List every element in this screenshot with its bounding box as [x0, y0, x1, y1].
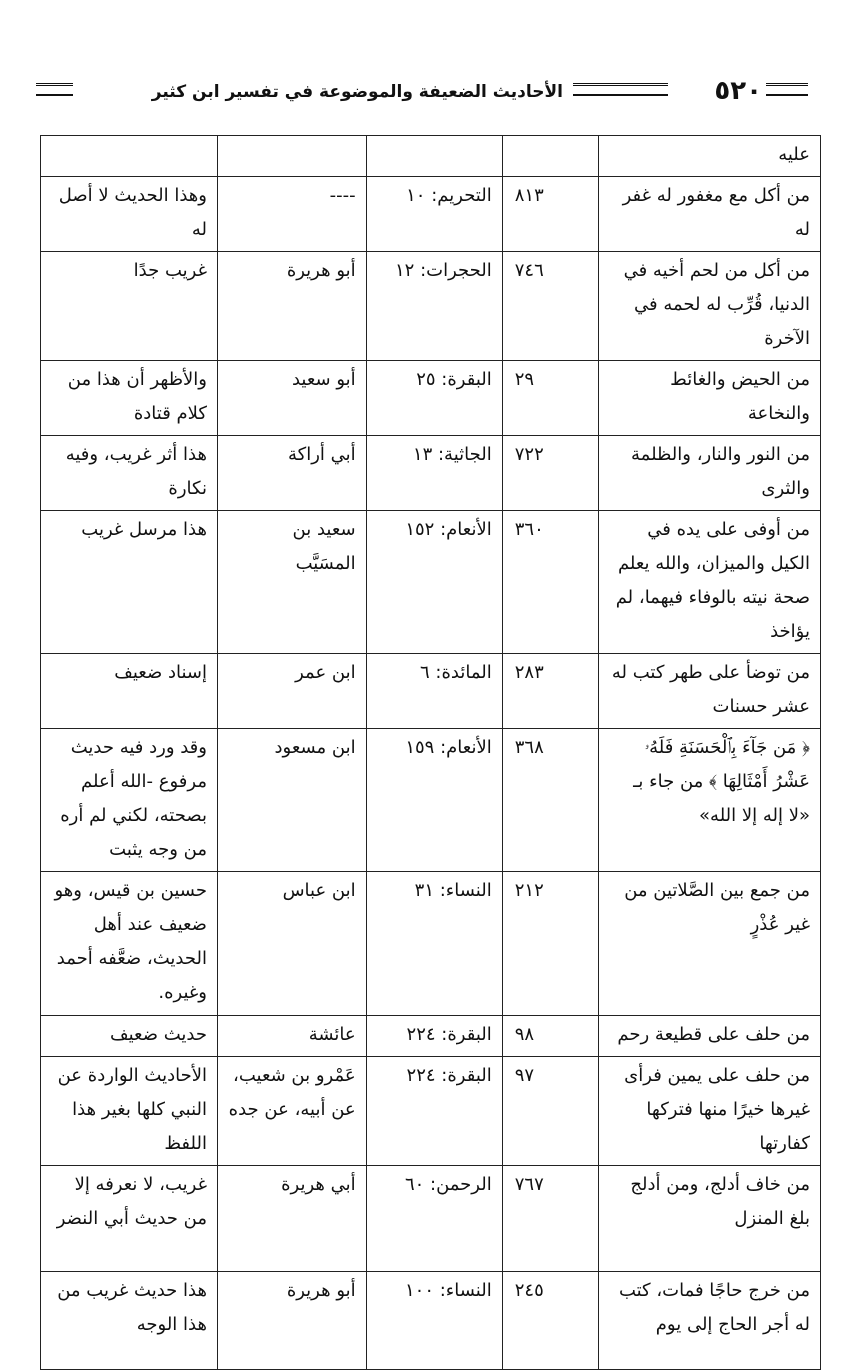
table-row	[41, 436, 821, 511]
narrator-cell-text: أبو سعيد	[291, 369, 356, 390]
narrator-cell-text: أبي هريرة	[281, 1174, 356, 1195]
hadith-cell-text: من خرج حاجًا فمات، كتب له أجر الحاج إلى يوم	[618, 1280, 810, 1335]
grading-note-cell	[41, 1057, 218, 1166]
ayah-number-cell	[502, 177, 598, 252]
ayah-number-cell	[502, 511, 598, 654]
surah-ayah-cell-text: النساء: ٣١	[414, 880, 492, 901]
grading-note-cell	[41, 1272, 218, 1370]
hadith-cell-text: من أوفى على يده في الكيل والميزان، والله يعلم صحة نيته بالوفاء فيهما، لم يؤاخذ	[615, 519, 810, 642]
surah-ayah-cell-text: الجاثية: ١٣	[412, 444, 492, 465]
hadith-cell	[599, 729, 821, 872]
ayah-number-cell-text: ٩٨	[514, 1024, 535, 1045]
hadith-cell-text: من توضأ على طهر كتب له عشر حسنات	[611, 662, 810, 717]
hadith-cell-text: من الحيض والغائط والنخاعة	[670, 369, 810, 424]
surah-ayah-cell	[366, 1016, 502, 1057]
grading-note-cell-text: وقد ورد فيه حديث مرفوع -الله أعلم بصحته، لكني لم أره من وجه يثبت	[60, 737, 207, 860]
narrator-cell	[217, 1016, 366, 1057]
grading-note-cell	[41, 436, 218, 511]
surah-ayah-cell-text: البقرة: ٢٢٤	[406, 1065, 492, 1086]
narrator-cell	[217, 177, 366, 252]
surah-ayah-cell-text: التحريم: ١٠	[406, 185, 492, 206]
ayah-number-cell-text: ٢٤٥	[514, 1280, 544, 1301]
grading-note-cell-text: الأحاديث الواردة عن النبي كلها بغير هذا اللفظ	[57, 1065, 207, 1154]
page-number: ٥٢٠	[714, 76, 762, 106]
hadith-cell	[599, 1272, 821, 1370]
hadith-cell	[599, 1016, 821, 1057]
narrator-cell-text: أبي أراكة	[287, 444, 356, 465]
surah-ayah-cell	[366, 361, 502, 436]
surah-ayah-cell-text: الأنعام: ١٥٩	[405, 737, 492, 758]
surah-ayah-cell-text: الأنعام: ١٥٢	[405, 519, 492, 540]
grading-note-cell	[41, 136, 218, 177]
grading-note-cell-text: هذا أثر غريب، وفيه نكارة	[65, 444, 207, 499]
surah-ayah-cell-text: الحجرات: ١٢	[395, 260, 492, 281]
header-rule-right	[766, 83, 808, 96]
hadith-cell	[599, 654, 821, 729]
header-rule-left	[36, 83, 73, 96]
ayah-number-cell	[502, 1272, 598, 1370]
grading-note-cell	[41, 872, 218, 1016]
ayah-number-cell	[502, 1166, 598, 1272]
narrator-cell-text: ابن مسعود	[274, 737, 356, 758]
table-row	[41, 1272, 821, 1370]
grading-note-cell-text: غريب، لا نعرفه إلا من حديث أبي النضر	[56, 1174, 207, 1229]
grading-note-cell	[41, 361, 218, 436]
hadith-cell	[599, 1166, 821, 1272]
table-row	[41, 1166, 821, 1272]
grading-note-cell	[41, 1016, 218, 1057]
table-row	[41, 872, 821, 1016]
surah-ayah-cell-text: النساء: ١٠٠	[405, 1280, 492, 1301]
table-row	[41, 729, 821, 872]
hadith-cell	[599, 1057, 821, 1166]
ayah-number-cell-text: ٩٧	[514, 1065, 535, 1086]
surah-ayah-cell-text: المائدة: ٦	[420, 662, 492, 683]
table-row	[41, 511, 821, 654]
narrator-cell-text: عَمْرو بن شعيب، عن أبيه، عن جده	[228, 1065, 356, 1120]
table-row	[41, 654, 821, 729]
grading-note-cell-text: هذا حديث غريب من هذا الوجه	[57, 1280, 207, 1335]
hadith-table	[40, 135, 821, 1370]
surah-ayah-cell	[366, 1166, 502, 1272]
surah-ayah-cell-text: البقرة: ٢٢٤	[406, 1024, 492, 1045]
ayah-number-cell	[502, 729, 598, 872]
ayah-number-cell-text: ٢٩	[514, 369, 535, 390]
narrator-cell	[217, 1166, 366, 1272]
narrator-cell-text: أبو هريرة	[286, 1280, 356, 1301]
header-rule-middle	[573, 83, 668, 96]
ayah-number-cell-text: ٧٤٦	[514, 260, 544, 281]
hadith-cell	[599, 177, 821, 252]
ayah-number-cell	[502, 436, 598, 511]
narrator-cell	[217, 136, 366, 177]
hadith-cell-text: من أكل من لحم أخيه في الدنيا، قُرِّب له لحمه في الآخرة	[623, 260, 810, 349]
grading-note-cell-text: حسين بن قيس، وهو ضعيف عند أهل الحديث، ضعَّفه أحمد وغيره.	[54, 880, 207, 1003]
grading-note-cell-text: إسناد ضعيف	[114, 662, 207, 683]
narrator-cell-text: عائشة	[308, 1024, 356, 1045]
hadith-cell	[599, 872, 821, 1016]
narrator-cell	[217, 361, 366, 436]
hadith-cell	[599, 361, 821, 436]
surah-ayah-cell	[366, 654, 502, 729]
grading-note-cell	[41, 729, 218, 872]
ayah-number-cell-text: ٧٢٢	[514, 444, 544, 465]
table-row	[41, 361, 821, 436]
surah-ayah-cell-text: البقرة: ٢٥	[416, 369, 492, 390]
surah-ayah-cell	[366, 1057, 502, 1166]
ayah-number-cell-text: ٧٦٧	[514, 1174, 544, 1195]
table-row	[41, 1016, 821, 1057]
hadith-cell-text: من خاف أدلج، ومن أدلج بلغ المنزل	[630, 1174, 810, 1229]
surah-ayah-cell-text: الرحمن: ٦٠	[404, 1174, 492, 1195]
page-header	[36, 78, 808, 108]
hadith-cell	[599, 436, 821, 511]
ayah-number-cell	[502, 1057, 598, 1166]
table-row	[41, 136, 821, 177]
surah-ayah-cell	[366, 177, 502, 252]
grading-note-cell-text: وهذا الحديث لا أصل له	[58, 185, 207, 240]
hadith-cell-text: من حلف على قطيعة رحم	[617, 1024, 810, 1045]
ayah-number-cell	[502, 136, 598, 177]
narrator-cell	[217, 872, 366, 1016]
table-row	[41, 177, 821, 252]
surah-ayah-cell	[366, 511, 502, 654]
grading-note-cell-text: حديث ضعيف	[109, 1024, 207, 1045]
hadith-cell-text: عليه	[778, 144, 810, 165]
grading-note-cell-text: هذا مرسل غريب	[81, 519, 207, 540]
ayah-number-cell	[502, 654, 598, 729]
ayah-number-cell-text: ٨١٣	[514, 185, 544, 206]
ayah-number-cell-text: ٢١٢	[514, 880, 544, 901]
ayah-number-cell	[502, 1016, 598, 1057]
surah-ayah-cell	[366, 872, 502, 1016]
hadith-table-body	[41, 136, 821, 1370]
narrator-cell	[217, 436, 366, 511]
hadith-cell	[599, 136, 821, 177]
grading-note-cell	[41, 177, 218, 252]
hadith-cell-text: من حلف على يمين فرأى غيرها خيرًا منها فتركها كفارتها	[624, 1065, 810, 1154]
narrator-cell-text: أبو هريرة	[286, 260, 356, 281]
narrator-cell-text: ابن عمر	[295, 662, 356, 683]
surah-ayah-cell	[366, 436, 502, 511]
narrator-cell	[217, 511, 366, 654]
table-row	[41, 1057, 821, 1166]
narrator-cell	[217, 252, 366, 361]
running-title: الأحاديث الضعيفة والموضوعة في تفسير ابن كثير	[151, 82, 563, 102]
ayah-number-cell	[502, 872, 598, 1016]
grading-note-cell	[41, 1166, 218, 1272]
surah-ayah-cell	[366, 1272, 502, 1370]
hadith-cell	[599, 511, 821, 654]
ayah-number-cell-text: ٣٦٠	[514, 519, 544, 540]
hadith-cell-text: من جمع بين الصَّلاتين من غير عُذْرٍ	[624, 880, 810, 935]
grading-note-cell	[41, 654, 218, 729]
table-row	[41, 252, 821, 361]
ayah-number-cell-text: ٢٨٣	[514, 662, 544, 683]
hadith-cell-text: من أكل مع مغفور له غفر له	[622, 185, 810, 240]
grading-note-cell	[41, 252, 218, 361]
narrator-cell	[217, 1272, 366, 1370]
hadith-cell-text: ﴿ مَن جَآءَ بِٱلْحَسَنَةِ فَلَهُۥ عَشْرُ أَمْثَالِهَا ﴾ من جاء بـ «لا إله إلا الله»	[633, 737, 810, 826]
narrator-cell	[217, 654, 366, 729]
narrator-cell-text: ابن عباس	[282, 880, 356, 901]
grading-note-cell	[41, 511, 218, 654]
surah-ayah-cell	[366, 729, 502, 872]
narrator-cell-text: سعيد بن المسَيَّب	[292, 519, 356, 574]
surah-ayah-cell	[366, 252, 502, 361]
surah-ayah-cell	[366, 136, 502, 177]
hadith-cell-text: من النور والنار، والظلمة والثرى	[631, 444, 810, 499]
ayah-number-cell-text: ٣٦٨	[514, 737, 544, 758]
grading-note-cell-text: غريب جدًا	[133, 260, 207, 281]
narrator-cell	[217, 729, 366, 872]
ayah-number-cell	[502, 252, 598, 361]
hadith-cell	[599, 252, 821, 361]
grading-note-cell-text: والأظهر أن هذا من كلام قتادة	[67, 369, 207, 424]
narrator-cell-text: ----	[329, 185, 356, 206]
ayah-number-cell	[502, 361, 598, 436]
narrator-cell	[217, 1057, 366, 1166]
